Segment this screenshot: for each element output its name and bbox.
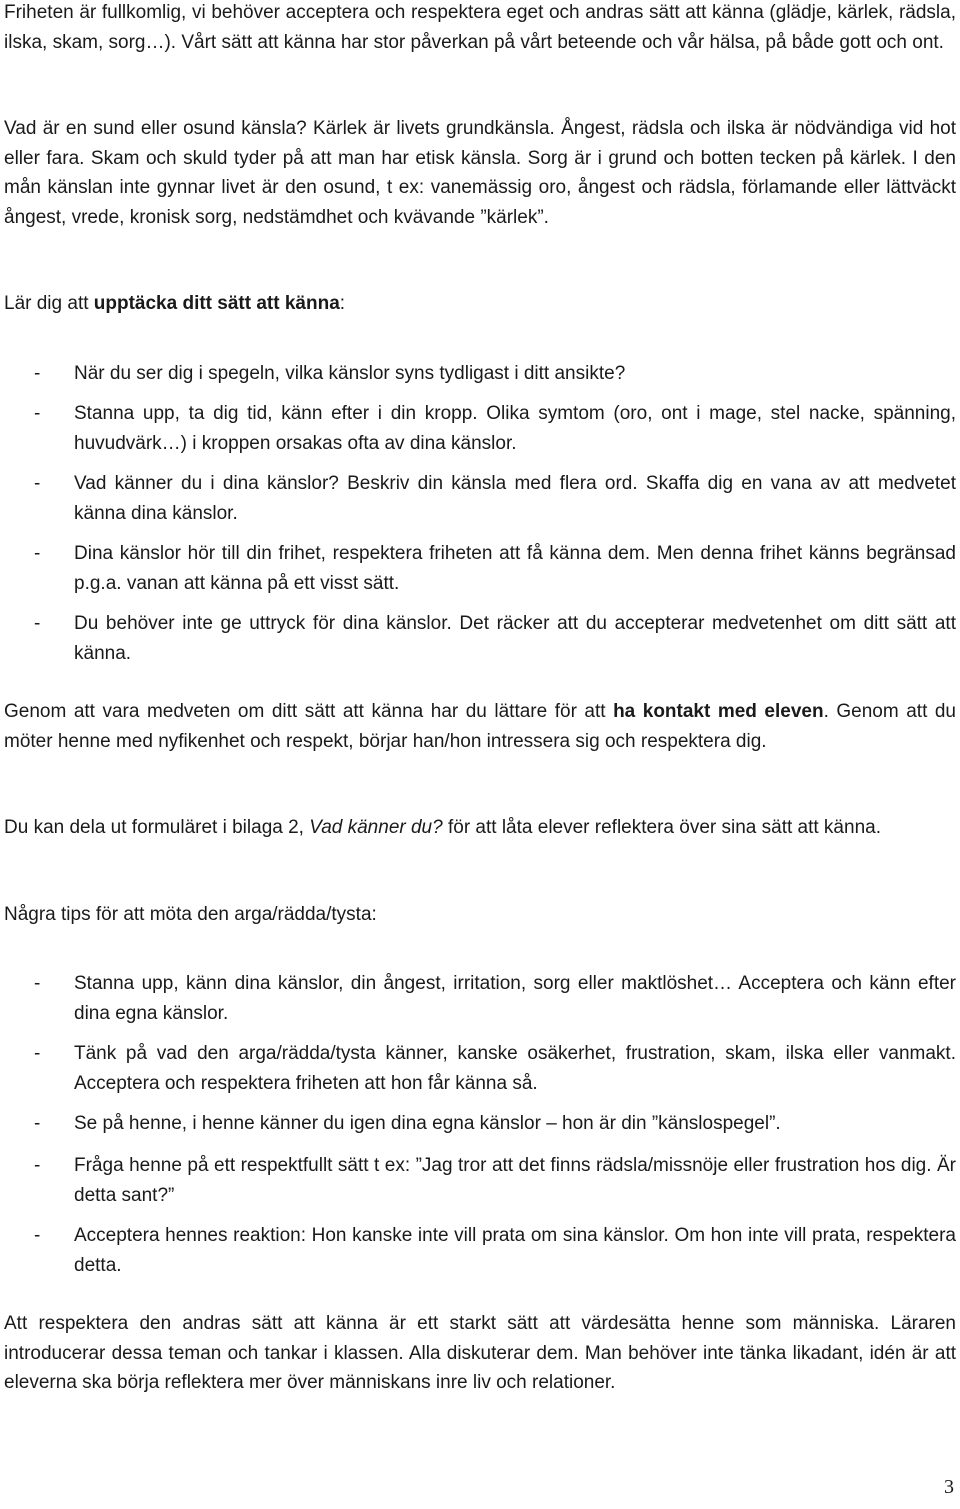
list-item: - Stanna upp, känn dina känslor, din ångest, irritation, sorg eller maktlöshet… Acceptera och känn efter dina egna känslor. bbox=[34, 973, 956, 1024]
page-number: 3 bbox=[944, 1476, 954, 1498]
paragraph-tips-heading: Några tips för att möta den arga/rädda/tysta: bbox=[4, 904, 377, 925]
list-item: - Se på henne, i henne känner du igen dina egna känslor – hon är din ”känslospegel”. bbox=[34, 1113, 781, 1134]
bold-phrase: upptäcka ditt sätt att känna bbox=[93, 293, 340, 314]
paragraph-healthy-feeling: Vad är en sund eller osund känsla? Kärlek är livets grundkänsla. Ångest, rädsla och ilska är nödvändiga vid hot eller fara. Skam och skuld tyder på att man har etisk känsla. Sorg är i grund och botten tecken på kärlek. I den mån känslan inte gynnar livet är den osund, t ex: vanemässig oro, ångest och rädsla, förlamande eller lättväckt ångest, vrede, kronisk sorg, nedstämdhet och kvävande ”kärlek”. bbox=[4, 118, 956, 228]
paragraph-respect-conclusion: Att respektera den andras sätt att känna är ett starkt sätt att värdesätta henne som människa. Läraren introducerar dessa teman och tankar i klassen. Alla diskuterar dem. Man behöver inte tänka likadant, idén är att eleverna ska börja reflektera mer över människans inre liv och relationer. bbox=[4, 1313, 956, 1393]
bold-phrase: ha kontakt med eleven bbox=[613, 701, 824, 722]
list-item: - Du behöver inte ge uttryck för dina känslor. Det räcker att du accepterar medvetenhet om ditt sätt att känna. bbox=[34, 613, 956, 664]
list-item: - Vad känner du i dina känslor? Beskriv din känsla med flera ord. Skaffa dig en vana av att medvetet känna dina känslor. bbox=[34, 473, 956, 524]
paragraph-form-appendix: Du kan dela ut formuläret i bilaga 2, Vad känner du? för att låta elever reflektera över sina sätt att känna. bbox=[4, 817, 881, 838]
list-item: - Dina känslor hör till din frihet, respektera friheten att få känna dem. Men denna frihet känns begränsad p.g.a. vanan att känna på ett visst sätt. bbox=[34, 543, 956, 594]
list-item: - Stanna upp, ta dig tid, känn efter i din kropp. Olika symtom (oro, ont i mage, stel nacke, spänning, huvudvärk…) i kroppen orsakas ofta av dina känslor. bbox=[34, 403, 956, 454]
paragraph-freedom: Friheten är fullkomlig, vi behöver acceptera och respektera eget och andras sätt att känna (glädje, kärlek, rädsla, ilska, skam, sorg…). Vårt sätt att känna har stor påverkan på vårt beteende och vår hälsa, på både gott och ont. bbox=[4, 2, 956, 53]
list-item: - Fråga henne på ett respektfullt sätt t ex: ”Jag tror att det finns rädsla/missnöje eller frustration hos dig. Är detta sant?” bbox=[34, 1155, 956, 1206]
list-item: - Tänk på vad den arga/rädda/tysta känner, kanske osäkerhet, frustration, skam, ilska eller vanmakt. Acceptera och respektera friheten att hon får känna så. bbox=[34, 1043, 956, 1094]
italic-form-title: Vad känner du? bbox=[309, 817, 443, 838]
paragraph-discover-feelings: Lär dig att upptäcka ditt sätt att känna: bbox=[4, 293, 346, 314]
list-item: - Acceptera hennes reaktion: Hon kanske inte vill prata om sina känslor. Om hon inte vill prata, respektera detta. bbox=[34, 1225, 956, 1276]
paragraph-contact-student: Genom att vara medveten om ditt sätt att känna har du lättare för att ha kontakt med eleven. Genom att du möter henne med nyfikenhet och respekt, börjar han/hon intressera sig och respektera dig. bbox=[4, 701, 956, 752]
list-item: - När du ser dig i spegeln, vilka känslor syns tydligast i ditt ansikte? bbox=[34, 363, 626, 384]
